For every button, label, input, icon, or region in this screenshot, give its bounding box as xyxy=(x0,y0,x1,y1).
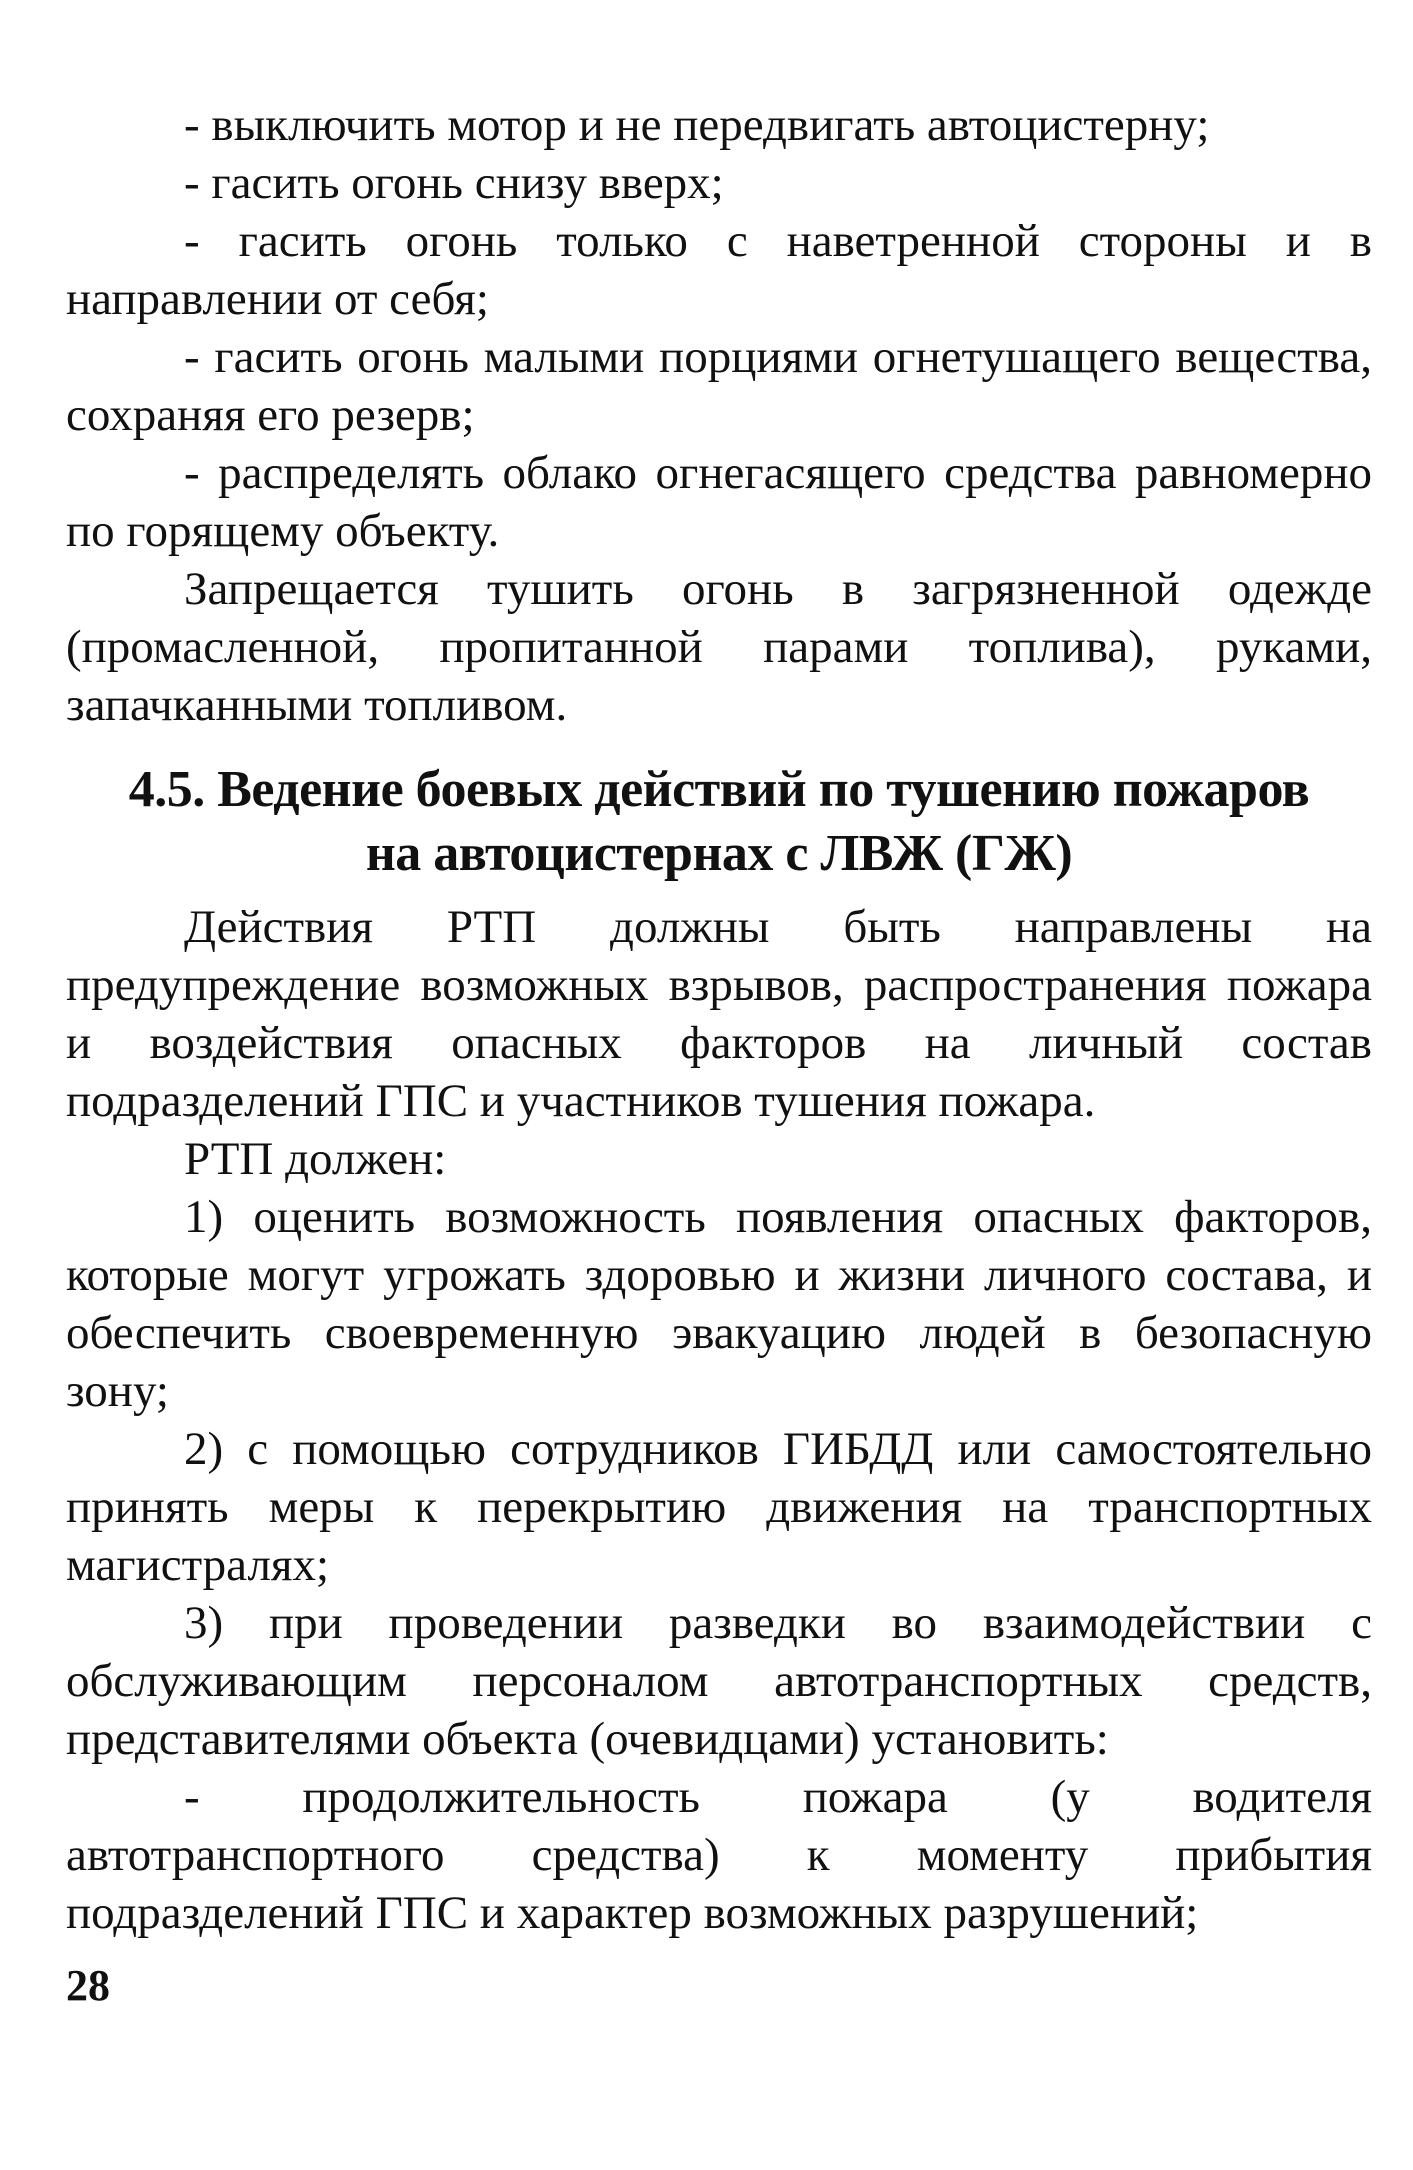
numbered-item-2: 2) с помощью сотрудников ГИБДД или самостоятельно принять меры к перекрытию движения на транспортных магистралях; xyxy=(66,1423,1372,1591)
section-heading-line1: 4.5. Ведение боевых действий по тушению пожаров xyxy=(128,761,1310,818)
rtp-actions-paragraph: Действия РТП должны быть направлены на предупреждение возможных взрывов, распространения пожара и воздействия опасных факторов на личный состав подразделений ГПС и участников тушения пожара. xyxy=(66,901,1372,1127)
numbered-item-3: 3) при проведении разведки во взаимодействии с обслуживающим персоналом автотранспортных средств, представителями объекта (очевидцами) установить: xyxy=(66,1597,1372,1765)
prohibition-paragraph: Запрещается тушить огонь в загрязненной одежде (промасленной, пропитанной парами топлива), руками, запачканными топливом. xyxy=(66,563,1372,731)
list-item-windward: - гасить огонь только с наветренной стороны и в направлении от себя; xyxy=(66,215,1372,325)
list-item-fire-duration: - продолжительность пожара (у водителя автотранспортного средства) к моменту прибытия подразделений ГПС и характер возможных разрушений; xyxy=(66,1771,1372,1939)
section-heading xyxy=(66,758,1372,886)
body-text xyxy=(66,96,1372,1942)
list-item-engine-off: - выключить мотор и не передвигать автоцистерну; xyxy=(184,99,1210,151)
list-item-distribute-cloud: - распределять облако огнегасящего средства равномерно по горящему объекту. xyxy=(66,447,1372,557)
list-item-small-portions: - гасить огонь малыми порциями огнетушащего вещества, сохраняя его резерв; xyxy=(66,331,1372,441)
numbered-item-1: 1) оценить возможность появления опасных факторов, которые могут угрожать здоровью и жизни личного состава, и обеспечить своевременную эвакуацию людей в безопасную зону; xyxy=(66,1191,1372,1417)
rtp-must-paragraph: РТП должен: xyxy=(184,1133,447,1185)
section-heading-line2: на автоцистернах с ЛВЖ (ГЖ) xyxy=(365,825,1073,882)
list-item-bottom-up: - гасить огонь снизу вверх; xyxy=(184,157,724,209)
page-number: 28 xyxy=(66,1961,110,2010)
